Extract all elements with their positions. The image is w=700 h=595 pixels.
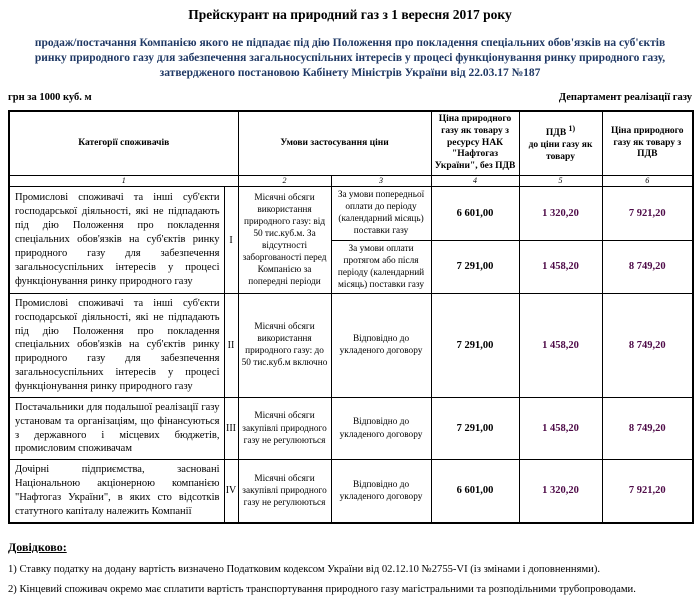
- volumes-cell-3: Місячні обсяги закупівлі природного газу не регулюються: [238, 397, 331, 459]
- table-row-3: [9, 397, 693, 459]
- column-number-5: 5: [519, 176, 602, 187]
- header-conditions: Умови застосування ціни: [238, 111, 431, 176]
- condition-cell-3: Відповідно до укладеного договору: [331, 397, 431, 459]
- condition-cell-1b: За умови оплати протягом або після періоду (календарний місяць) поставки газу: [331, 240, 431, 293]
- department-label: Департамент реалізації газу: [558, 91, 692, 103]
- category-cell-2: Промислові споживачі та інші суб'єкти господарської діяльності, які не підпадають під дію Положення про покладення спеціальних обов'язків на суб'єктів ринку природного газу для забезпечення загальносуспільних інтересів у процесі функціонування ринку природного газу: [9, 293, 224, 397]
- row-numeral-1: I: [224, 187, 238, 294]
- volumes-cell-1: Місячні обсяги використання природного газу: від 50 тис.куб.м. За відсутності заборгованості перед Компанією за попередні періоди: [238, 187, 331, 294]
- header-price-with-vat: Ціна природного газу як товару з ПДВ: [602, 111, 693, 176]
- price-withvat-cell-2: 8 749,20: [602, 293, 693, 397]
- volumes-cell-2: Місячні обсяги використання природного газу: до 50 тис.куб.м включно: [238, 293, 331, 397]
- price-novat-cell-1b: 7 291,00: [431, 240, 519, 293]
- row-numeral-2: II: [224, 293, 238, 397]
- price-novat-cell-3: 7 291,00: [431, 397, 519, 459]
- row-numeral-4: IV: [224, 460, 238, 523]
- condition-cell-4: Відповідно до укладеного договору: [331, 460, 431, 523]
- price-withvat-cell-1b: 8 749,20: [602, 240, 693, 293]
- price-table: [8, 110, 694, 524]
- header-categories: Категорії споживачів: [9, 111, 238, 176]
- vat-superscript: 1): [568, 123, 576, 133]
- header-price-no-vat: Ціна природного газу як товару з ресурсу НАК "Нафтогаз України", без ПДВ: [431, 111, 519, 176]
- price-withvat-cell-3: 8 749,20: [602, 397, 693, 459]
- table-row-2: [9, 293, 693, 397]
- footnotes-section: [8, 540, 692, 595]
- volumes-cell-4: Місячні обсяги закупівлі природного газу не регулюються: [238, 460, 331, 523]
- column-number-2: 2: [238, 176, 331, 187]
- vat-cell-2: 1 458,20: [519, 293, 602, 397]
- vat-cell-1b: 1 458,20: [519, 240, 602, 293]
- condition-cell-2: Відповідно до укладеного договору: [331, 293, 431, 397]
- condition-cell-1a: За умови попередньої оплати до періоду (календарний місяць) поставки газу: [331, 187, 431, 240]
- category-cell-1: Промислові споживачі та інші суб'єкти господарської діяльності, які не підпадають під дію Положення про покладення спеціальних обов'язків на суб'єктів ринку природного газу для забезпечення загальносуспільних інтересів у процесі функціонування ринку природного газу: [9, 187, 224, 294]
- category-cell-4: Дочірні підприємства, засновані Національною акціонерною компанією "Нафтогаз України", в яких сто відсотків статутного капіталу належить Компанії: [9, 460, 224, 523]
- price-novat-cell-4: 6 601,00: [431, 460, 519, 523]
- category-cell-3: Постачальники для подальшої реалізації газу установам та організаціям, що фінансуються з державного і місцевих бюджетів, промисловим споживачам: [9, 397, 224, 459]
- column-number-1: 1: [9, 176, 238, 187]
- vat-sublabel: до ціни газу як товару: [528, 139, 593, 162]
- header-row: [9, 111, 693, 176]
- document-title: Прейскурант на природний газ з 1 вересня 2017 року: [188, 7, 512, 22]
- table-row-1a: [9, 187, 693, 240]
- price-withvat-cell-1a: 7 921,20: [602, 187, 693, 240]
- column-number-3: 3: [331, 176, 431, 187]
- meta-row: [8, 92, 692, 103]
- vat-cell-3: 1 458,20: [519, 397, 602, 459]
- price-withvat-cell-4: 7 921,20: [602, 460, 693, 523]
- notes-heading: Довідково:: [8, 539, 67, 554]
- table-row-4: [9, 460, 693, 523]
- column-number-row: [9, 176, 693, 187]
- document-subtitle: продаж/постачання Компанією якого не підпадає під дію Положення про покладення спеціальних обов'язків на суб'єктів ринку природного газу для забезпечення загальносуспільних інтересів у процесі функціонування ринку природного газу, затвердженого постановою Кабінету Міністрів України від 22.03.17 №187: [34, 37, 666, 79]
- price-novat-cell-1a: 6 601,00: [431, 187, 519, 240]
- header-vat: [519, 111, 602, 176]
- column-number-6: 6: [602, 176, 693, 187]
- column-number-4: 4: [431, 176, 519, 187]
- vat-cell-4: 1 320,20: [519, 460, 602, 523]
- unit-label: грн за 1000 куб. м: [8, 91, 92, 103]
- vat-label: ПДВ: [545, 127, 567, 138]
- note-2: 2) Кінцевий споживач окремо має сплатити вартість транспортування природного газу магістральними та розподільними трубопроводами.: [8, 583, 636, 595]
- price-novat-cell-2: 7 291,00: [431, 293, 519, 397]
- row-numeral-3: III: [224, 397, 238, 459]
- note-1: 1) Ставку податку на додану вартість визначено Податковим кодексом України від 02.12.10 №2755-VI (із змінами і доповненнями).: [8, 563, 601, 575]
- vat-cell-1a: 1 320,20: [519, 187, 602, 240]
